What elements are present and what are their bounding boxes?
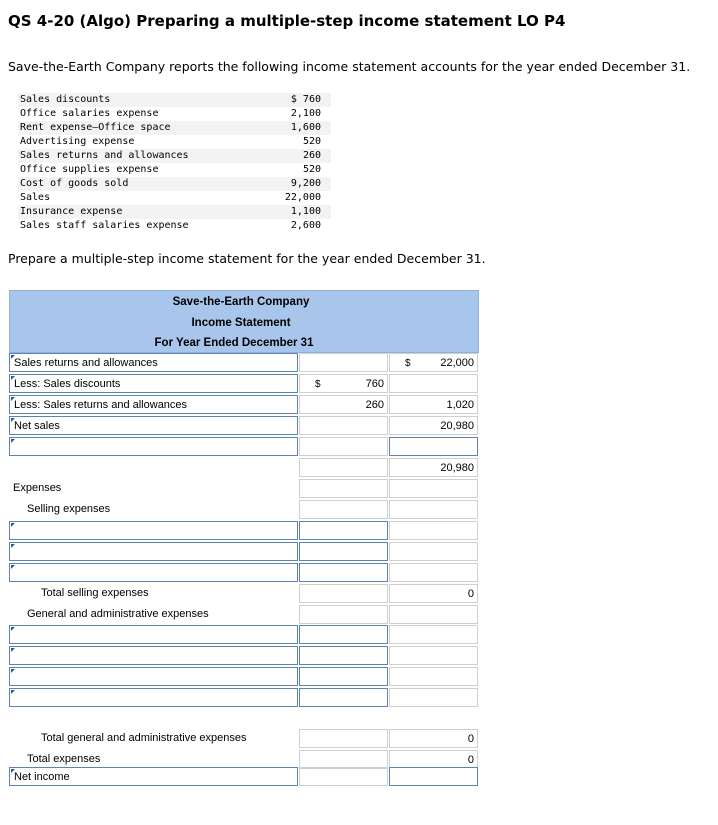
amount-cell xyxy=(299,729,388,748)
total-cell xyxy=(389,374,478,393)
dollar-sign: $ xyxy=(315,379,321,390)
dropdown-flag-icon xyxy=(11,397,15,401)
amount-cell xyxy=(299,458,388,477)
company-name: Save-the-Earth Company xyxy=(172,296,310,308)
amount-cell xyxy=(299,605,388,624)
table-row xyxy=(9,729,479,750)
account-amount: 9,200 xyxy=(290,178,321,189)
dropdown-flag-icon xyxy=(11,769,15,773)
amount-input[interactable] xyxy=(299,646,388,665)
amount-input[interactable] xyxy=(299,625,388,644)
section-label xyxy=(9,605,298,624)
amount-cell xyxy=(299,767,388,786)
total-cell xyxy=(389,521,478,540)
row-label: General and administrative expenses xyxy=(27,608,209,620)
label-select[interactable] xyxy=(9,542,298,561)
total-cell xyxy=(389,605,478,624)
account-amount: $ 760 xyxy=(290,94,321,105)
account-amount: 2,600 xyxy=(290,220,321,231)
total-value: 20,980 xyxy=(440,462,474,474)
total-cell xyxy=(389,542,478,561)
label-select[interactable] xyxy=(9,563,298,582)
total-cell xyxy=(389,646,478,665)
amount-value: 760 xyxy=(365,378,384,390)
dropdown-flag-icon xyxy=(11,690,15,694)
dropdown-flag-icon xyxy=(11,355,15,359)
table-row xyxy=(9,353,479,374)
total-value: 1,020 xyxy=(446,399,474,411)
list-item xyxy=(18,149,331,163)
amount-cell xyxy=(299,374,388,393)
statement-period: For Year Ended December 31 xyxy=(154,337,314,349)
list-item xyxy=(18,163,331,177)
amount-input[interactable] xyxy=(299,542,388,561)
total-cell xyxy=(389,584,478,603)
account-name: Cost of goods sold xyxy=(20,178,129,189)
dropdown-flag-icon xyxy=(11,648,15,652)
table-row xyxy=(9,605,479,626)
table-row xyxy=(9,479,479,500)
amount-input[interactable] xyxy=(299,521,388,540)
amount-cell xyxy=(299,479,388,498)
table-row xyxy=(9,688,479,709)
dropdown-flag-icon xyxy=(11,627,15,631)
dropdown-flag-icon xyxy=(11,544,15,548)
row-label: Net income xyxy=(14,771,70,783)
table-row xyxy=(9,542,479,563)
amount-input[interactable] xyxy=(299,667,388,686)
amount-cell xyxy=(299,584,388,603)
label-select[interactable] xyxy=(9,646,298,665)
income-statement xyxy=(9,290,479,788)
total-value: 0 xyxy=(467,733,474,745)
subtotal-label xyxy=(9,729,298,748)
total-cell xyxy=(389,395,478,414)
label-select[interactable] xyxy=(9,437,298,456)
total-value: 20,980 xyxy=(440,420,474,432)
table-row xyxy=(9,395,479,416)
amount-cell xyxy=(299,416,388,435)
list-item xyxy=(18,107,331,121)
row-label: Sales returns and allowances xyxy=(14,357,158,369)
account-name: Advertising expense xyxy=(20,136,135,147)
amount-cell xyxy=(299,500,388,519)
account-amount: 1,600 xyxy=(290,122,321,133)
account-name: Rent expense—Office space xyxy=(20,122,171,133)
amount-cell xyxy=(299,395,388,414)
label-select[interactable] xyxy=(9,625,298,644)
label-select[interactable] xyxy=(9,521,298,540)
dollar-sign: $ xyxy=(405,358,411,369)
total-cell xyxy=(389,353,478,372)
account-amount: 520 xyxy=(302,136,321,147)
account-name: Insurance expense xyxy=(20,206,123,217)
total-cell xyxy=(389,500,478,519)
account-amount: 2,100 xyxy=(290,108,321,119)
list-item xyxy=(18,191,331,205)
table-row xyxy=(9,667,479,688)
table-row xyxy=(9,646,479,667)
total-cell xyxy=(389,688,478,707)
list-item xyxy=(18,205,331,219)
dropdown-flag-icon xyxy=(11,439,15,443)
total-cell xyxy=(389,458,478,477)
total-cell xyxy=(389,563,478,582)
account-amount: 260 xyxy=(302,150,321,161)
table-row xyxy=(9,500,479,521)
account-list xyxy=(18,93,331,233)
list-item xyxy=(18,219,331,233)
total-cell xyxy=(389,479,478,498)
section-label xyxy=(9,500,298,519)
account-name: Office salaries expense xyxy=(20,108,159,119)
statement-header xyxy=(9,290,479,353)
statement-name: Income Statement xyxy=(191,317,291,329)
instruction-text: Prepare a multiple-step income statement for the year ended December 31. xyxy=(8,251,486,266)
table-row xyxy=(9,584,479,605)
net-income-input[interactable] xyxy=(389,767,478,786)
row-label: Less: Sales returns and allowances xyxy=(14,399,188,411)
account-name: Sales xyxy=(20,192,51,203)
label-select[interactable] xyxy=(9,667,298,686)
total-cell xyxy=(389,625,478,644)
section-label xyxy=(9,479,298,498)
total-cell xyxy=(389,729,478,748)
amount-value: 260 xyxy=(365,399,384,411)
total-value: 0 xyxy=(467,588,474,600)
dropdown-flag-icon xyxy=(11,376,15,380)
total-input[interactable] xyxy=(389,437,478,456)
total-cell xyxy=(389,667,478,686)
table-row xyxy=(9,767,479,788)
table-row xyxy=(9,521,479,542)
row-label: Total general and administrative expenses xyxy=(41,732,247,744)
list-item xyxy=(18,121,331,135)
subtotal-label xyxy=(9,584,298,603)
account-name: Sales discounts xyxy=(20,94,111,105)
account-amount: 1,100 xyxy=(290,206,321,217)
label-select[interactable] xyxy=(9,374,298,393)
label-cell xyxy=(9,458,298,477)
account-amount: 520 xyxy=(302,164,321,175)
amount-cell xyxy=(299,353,388,372)
table-row xyxy=(9,374,479,395)
label-select[interactable] xyxy=(9,353,298,372)
row-label: Selling expenses xyxy=(27,503,111,515)
dropdown-flag-icon xyxy=(11,669,15,673)
table-row xyxy=(9,625,479,646)
page-title: QS 4-20 (Algo) Preparing a multiple-step income statement LO P4 xyxy=(8,12,566,30)
total-cell xyxy=(389,416,478,435)
row-label: Expenses xyxy=(13,482,62,494)
total-value: 22,000 xyxy=(440,357,474,369)
row-label: Total selling expenses xyxy=(41,587,149,599)
label-select[interactable] xyxy=(9,767,298,786)
row-label: Less: Sales discounts xyxy=(14,378,121,390)
dropdown-flag-icon xyxy=(11,523,15,527)
list-item xyxy=(18,93,331,107)
amount-cell xyxy=(299,437,388,456)
account-name: Sales returns and allowances xyxy=(20,150,189,161)
list-item xyxy=(18,135,331,149)
total-value: 0 xyxy=(467,754,474,766)
label-select[interactable] xyxy=(9,395,298,414)
row-label: Total expenses xyxy=(27,753,101,765)
dropdown-flag-icon xyxy=(11,565,15,569)
amount-input[interactable] xyxy=(299,688,388,707)
label-select[interactable] xyxy=(9,416,298,435)
account-name: Office supplies expense xyxy=(20,164,159,175)
intro-text: Save-the-Earth Company reports the following income statement accounts for the year ended December 31. xyxy=(8,59,691,74)
amount-input[interactable] xyxy=(299,563,388,582)
account-amount: 22,000 xyxy=(284,192,321,203)
table-row xyxy=(9,416,479,437)
list-item xyxy=(18,177,331,191)
table-row xyxy=(9,458,479,479)
dropdown-flag-icon xyxy=(11,418,15,422)
account-name: Sales staff salaries expense xyxy=(20,220,189,231)
table-row xyxy=(9,437,479,458)
label-select[interactable] xyxy=(9,688,298,707)
row-label: Net sales xyxy=(14,420,60,432)
table-row xyxy=(9,563,479,584)
